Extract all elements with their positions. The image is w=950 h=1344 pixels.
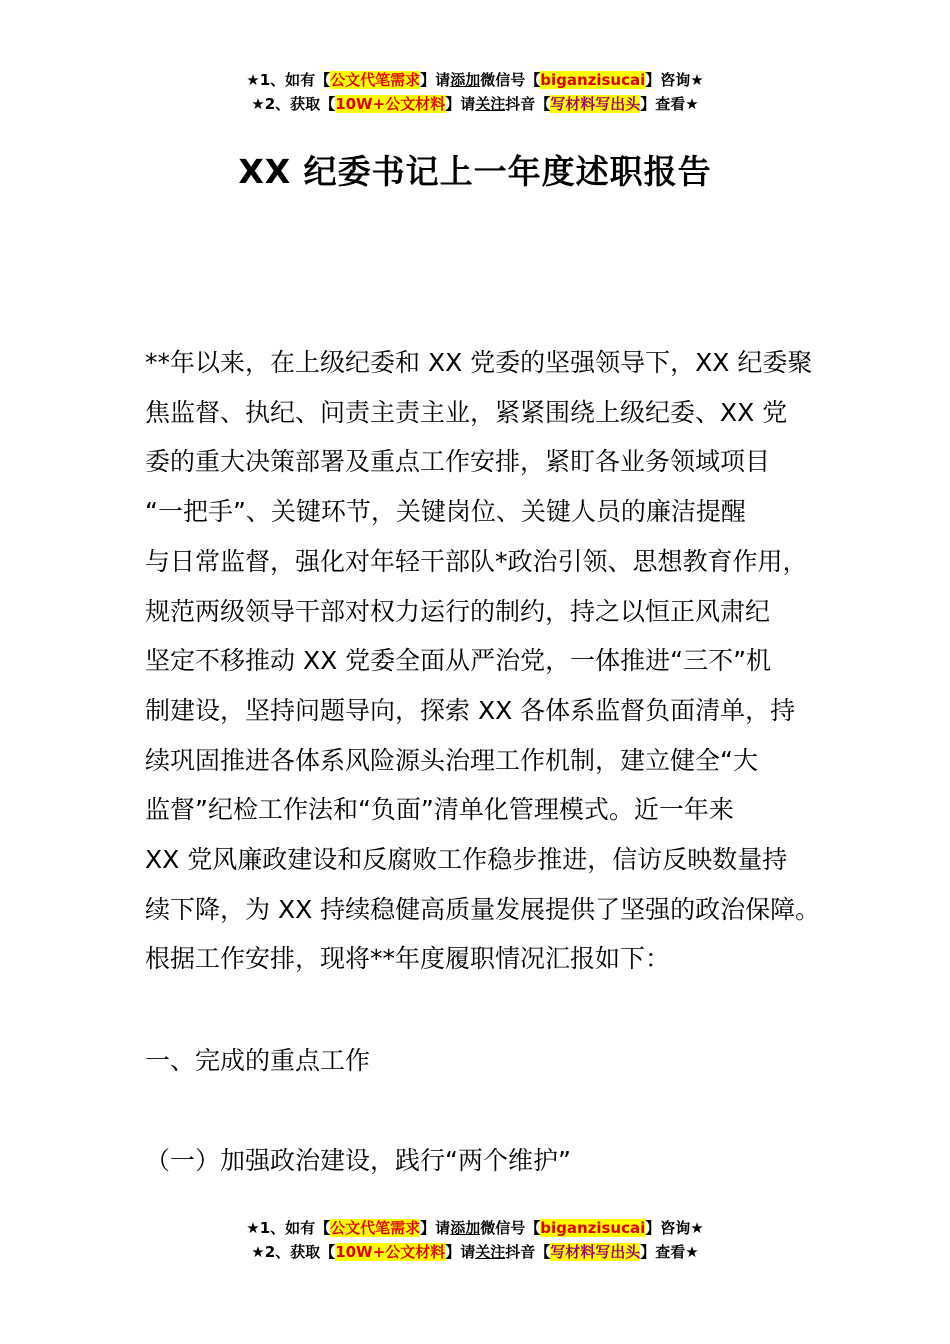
promo-text: 抖音【 (505, 95, 551, 113)
paragraph-line: 制建设，坚持问题导向，探索 XX 各体系监督负面清单，持 (145, 695, 796, 725)
paragraph-line: 与日常监督，强化对年轻干部队*政治引领、思想教育作用， (145, 546, 808, 576)
paragraph-line: 监督”纪检工作法和“负面”清单化管理模式。近一年来 (145, 795, 734, 825)
paragraph-line: 续巩固推进各体系风险源头治理工作机制，建立健全“大 (145, 745, 758, 775)
promo-line-2 (0, 92, 950, 116)
promo-text: 】请 (420, 71, 451, 89)
promo-text: 微信号【 (480, 71, 541, 89)
paragraph-line: 规范两级领导干部对权力运行的制约，持之以恒正风肃纪 (145, 596, 771, 626)
promo-text: 】查看★ (640, 1243, 699, 1261)
promo-douyin-id: 写材料写出头 (550, 95, 641, 113)
paragraph-line: 委的重大决策部署及重点工作安排，紧盯各业务领域项目 (145, 447, 771, 477)
promo-underline: 关注 (475, 1243, 506, 1261)
promo-text: 】请 (420, 1219, 451, 1237)
promo-underline: 添加 (450, 1219, 481, 1237)
promo-line-1 (0, 1216, 950, 1240)
promo-text: 】请 (445, 1243, 476, 1261)
paragraph-line: “一把手”、关键环节，关键岗位、关键人员的廉洁提醒 (145, 497, 746, 527)
paragraph-line: 根据工作安排，现将**年度履职情况汇报如下： (145, 944, 671, 974)
promo-wechat-id: biganzisucai (540, 1219, 646, 1237)
promo-highlight: 10W+公文材料 (335, 1243, 446, 1261)
document-title: XX 纪委书记上一年度述职报告 (238, 152, 712, 191)
paragraph-line: **年以来，在上级纪委和 XX 党委的坚强领导下，XX 纪委聚 (145, 348, 813, 377)
promo-text: ★2、获取【 (251, 1243, 336, 1261)
promo-text: 】咨询★ (645, 71, 704, 89)
subsection-heading: （一）加强政治建设，践行“两个维护” (145, 1146, 571, 1175)
promo-douyin-id: 写材料写出头 (550, 1243, 641, 1261)
promo-underline: 添加 (450, 71, 481, 89)
paragraph-line: 续下降，为 XX 持续稳健高质量发展提供了坚强的政治保障。 (145, 894, 821, 924)
footer-promo-banner (0, 1216, 950, 1264)
promo-text: 抖音【 (505, 1243, 551, 1261)
promo-highlight: 公文代笔需求 (330, 1219, 421, 1237)
promo-text: ★1、如有【 (246, 71, 331, 89)
promo-text: 】请 (445, 95, 476, 113)
promo-text: ★2、获取【 (251, 95, 336, 113)
promo-text: 】查看★ (640, 95, 699, 113)
promo-line-1 (0, 68, 950, 92)
intro-paragraph (145, 338, 835, 984)
promo-text: 微信号【 (480, 1219, 541, 1237)
paragraph-line: 焦监督、执纪、问责主责主业，紧紧围绕上级纪委、XX 党 (145, 397, 788, 427)
header-promo-banner (0, 68, 950, 116)
promo-highlight: 10W+公文材料 (335, 95, 446, 113)
promo-underline: 关注 (475, 95, 506, 113)
promo-text: ★1、如有【 (246, 1219, 331, 1237)
section-heading: 一、完成的重点工作 (145, 1046, 371, 1075)
promo-line-2 (0, 1240, 950, 1264)
promo-text: 】咨询★ (645, 1219, 704, 1237)
promo-highlight: 公文代笔需求 (330, 71, 421, 89)
paragraph-line: XX 党风廉政建设和反腐败工作稳步推进，信访反映数量持 (145, 845, 788, 875)
promo-wechat-id: biganzisucai (540, 71, 646, 89)
paragraph-line: 坚定不移推动 XX 党委全面从严治党，一体推进“三不”机 (145, 646, 772, 676)
